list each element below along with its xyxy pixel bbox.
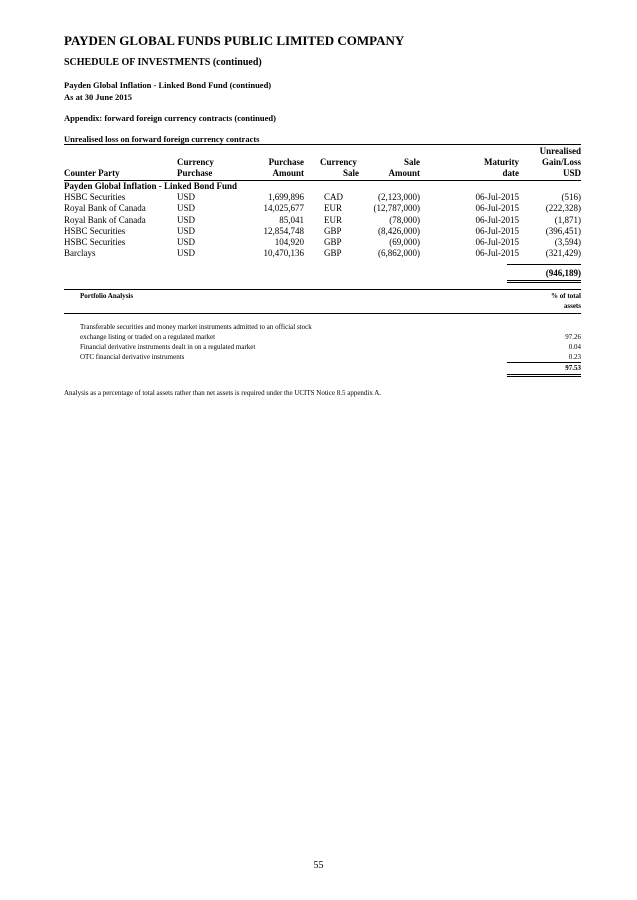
- cell-sale-amount: (2,123,000): [378, 192, 420, 203]
- cell-currency-purchase: USD: [177, 203, 196, 214]
- appendix-title: Appendix: forward foreign currency contracts (continued): [64, 113, 276, 123]
- portfolio-line-2: Financial derivative instruments dealt in on a regulated market: [80, 343, 256, 351]
- header-purchase-amount-2: Amount: [272, 168, 304, 179]
- cell-maturity: 06-Jul-2015: [475, 225, 519, 236]
- cell-currency-sale: GBP: [324, 236, 342, 247]
- cell-sale-amount: (69,000): [389, 236, 420, 247]
- table-row: [64, 203, 581, 214]
- cell-purchase-amount: 10,470,136: [263, 248, 304, 259]
- header-currency-purchase-1: Currency: [177, 157, 214, 168]
- table-row: [64, 215, 581, 226]
- table-row: [64, 192, 581, 203]
- header-currency-purchase-2: Purchase: [177, 168, 213, 179]
- header-maturity-1: Maturity: [484, 157, 519, 168]
- cell-maturity: 06-Jul-2015: [475, 248, 519, 259]
- portfolio-line-1b: exchange listing or traded on a regulated market: [80, 333, 216, 341]
- contracts-table-body: [64, 181, 581, 259]
- portfolio-col-1: % of total: [551, 292, 581, 300]
- header-gain-1: Unrealised: [539, 146, 581, 156]
- section-title: Unrealised loss on forward foreign currency contracts: [64, 134, 260, 144]
- cell-purchase-amount: 104,920: [274, 236, 304, 247]
- cell-sale-amount: (8,426,000): [378, 225, 420, 236]
- cell-currency-purchase: USD: [177, 192, 196, 203]
- table-row: [64, 237, 581, 248]
- cell-sale-amount: (78,000): [389, 214, 420, 225]
- header-gain-2: Gain/Loss: [541, 157, 581, 168]
- cell-gain-loss: (222,328): [545, 203, 581, 214]
- total-top-rule: [507, 264, 581, 265]
- portfolio-header-rule: [64, 313, 581, 314]
- cell-currency-purchase: USD: [177, 225, 196, 236]
- table-row: [64, 248, 581, 259]
- header-sale-amount-1: Sale: [403, 157, 420, 168]
- header-counter-party: Counter Party: [64, 168, 120, 179]
- cell-gain-loss: (516): [561, 192, 581, 203]
- cell-counter-party: Royal Bank of Canada: [64, 214, 146, 225]
- portfolio-value-3: 0.23: [568, 353, 581, 361]
- header-currency-sale-2: Sale: [342, 168, 359, 179]
- total-value: (946,189): [545, 268, 581, 278]
- as-at-date: As at 30 June 2015: [64, 92, 133, 102]
- group-label: Payden Global Inflation - Linked Bond Fund: [64, 181, 238, 191]
- cell-sale-amount: (6,862,000): [378, 248, 420, 259]
- cell-purchase-amount: 12,854,748: [263, 225, 304, 236]
- footnote: Analysis as a percentage of total assets rather than net assets is required under the UCITS Notice 8.5 appendix A.: [64, 389, 382, 397]
- cell-maturity: 06-Jul-2015: [475, 214, 519, 225]
- table-top-rule: [64, 144, 581, 145]
- cell-currency-sale: GBP: [324, 225, 342, 236]
- cell-counter-party: HSBC Securities: [64, 225, 126, 236]
- cell-gain-loss: (396,451): [545, 225, 581, 236]
- portfolio-value-1: 97.26: [565, 333, 581, 341]
- cell-currency-purchase: USD: [177, 248, 196, 259]
- portfolio-total-rule-1: [507, 374, 581, 375]
- company-title: PAYDEN GLOBAL FUNDS PUBLIC LIMITED COMPANY: [64, 33, 405, 48]
- portfolio-total-rule-2: [507, 376, 581, 377]
- portfolio-total: 97.53: [565, 364, 581, 372]
- cell-currency-sale: EUR: [324, 203, 342, 214]
- schedule-title: SCHEDULE OF INVESTMENTS (continued): [64, 57, 262, 68]
- cell-purchase-amount: 14,025,677: [263, 203, 304, 214]
- cell-counter-party: Barclays: [64, 248, 96, 259]
- cell-counter-party: Royal Bank of Canada: [64, 203, 146, 214]
- header-purchase-amount-1: Purchase: [268, 157, 304, 168]
- cell-currency-sale: EUR: [324, 214, 342, 225]
- cell-gain-loss: (3,594): [554, 236, 581, 247]
- total-bottom-rule-1: [507, 280, 581, 281]
- cell-maturity: 06-Jul-2015: [475, 236, 519, 247]
- cell-gain-loss: (321,429): [545, 248, 581, 259]
- portfolio-top-rule: [64, 289, 581, 290]
- portfolio-title: Portfolio Analysis: [80, 292, 134, 300]
- cell-counter-party: HSBC Securities: [64, 192, 126, 203]
- header-currency-sale-1: Currency: [320, 157, 357, 168]
- portfolio-total-top-rule: [507, 362, 581, 363]
- cell-gain-loss: (1,871): [554, 214, 581, 225]
- header-sale-amount-2: Amount: [388, 168, 420, 179]
- rows-container: [64, 192, 581, 259]
- cell-maturity: 06-Jul-2015: [475, 203, 519, 214]
- page-number: 55: [313, 860, 324, 871]
- cell-currency-purchase: USD: [177, 214, 196, 225]
- cell-currency-sale: CAD: [324, 192, 344, 203]
- portfolio-line-1a: Transferable securities and money market instruments admitted to an official stock: [80, 323, 312, 331]
- portfolio-value-2: 0.04: [568, 343, 581, 351]
- contracts-table-header: [64, 146, 581, 180]
- cell-sale-amount: (12,787,000): [373, 203, 420, 214]
- total-bottom-rule-2: [507, 282, 581, 283]
- cell-purchase-amount: 85,041: [279, 214, 304, 225]
- header-maturity-2: date: [502, 168, 519, 179]
- cell-currency-sale: GBP: [324, 248, 342, 259]
- cell-purchase-amount: 1,699,896: [268, 192, 304, 203]
- cell-currency-purchase: USD: [177, 236, 196, 247]
- fund-name: Payden Global Inflation - Linked Bond Fund (continued): [64, 80, 272, 90]
- cell-counter-party: HSBC Securities: [64, 236, 126, 247]
- header-gain-3: USD: [562, 168, 581, 179]
- portfolio-col-2: assets: [563, 302, 581, 310]
- cell-maturity: 06-Jul-2015: [475, 192, 519, 203]
- table-row: [64, 226, 581, 237]
- portfolio-line-3: OTC financial derivative instruments: [80, 353, 185, 361]
